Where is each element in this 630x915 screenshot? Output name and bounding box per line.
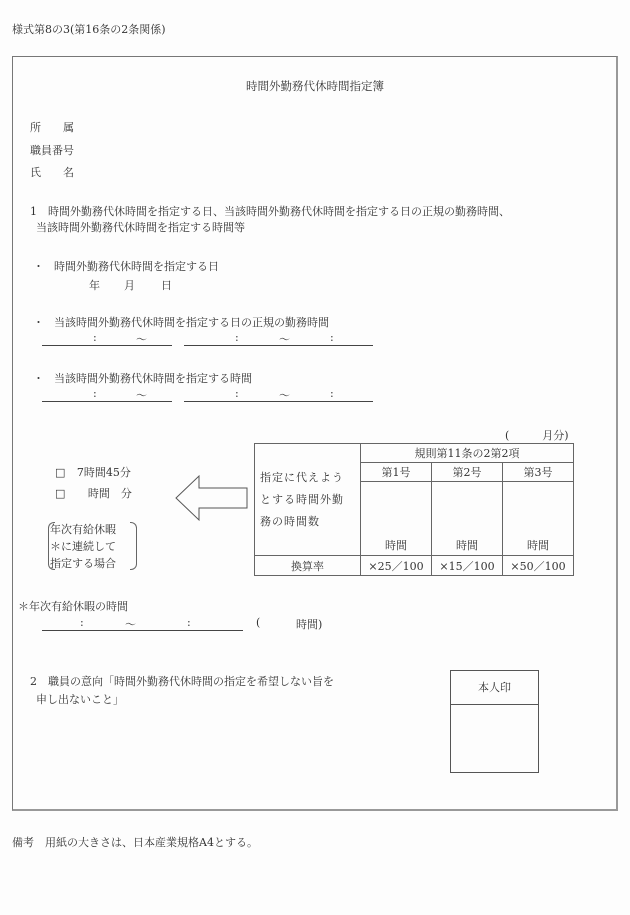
designated-hours-label: 当該時間外勤務代休時間を指定する時間 bbox=[54, 372, 252, 385]
right-bracket bbox=[130, 522, 137, 570]
remarks: 備考 用紙の大きさは、日本産業規格A4とする。 bbox=[12, 836, 258, 849]
tilde: ～ bbox=[136, 333, 147, 346]
section1-heading: 1 時間外勤務代休時間を指定する日、当該時間外勤務代休時間を指定する日の正規の勤務時間、 bbox=[30, 205, 510, 218]
checkbox-label: 時間 分 bbox=[76, 487, 132, 500]
section2-text: 2 職員の意向「時間外勤務代休時間の指定を希望しない旨を bbox=[30, 675, 334, 688]
hours-note-unit: 時間) bbox=[296, 618, 323, 631]
tilde: ～ bbox=[279, 389, 290, 402]
section1-heading-cont: 当該時間外勤務代休時間を指定する時間等 bbox=[36, 221, 245, 234]
colon: : bbox=[93, 387, 97, 400]
designated-hours-field-1[interactable] bbox=[42, 401, 172, 402]
tilde: ～ bbox=[125, 618, 136, 631]
bullet: ・ bbox=[33, 372, 44, 385]
year-label: 年 bbox=[89, 279, 100, 292]
month-label: 月 bbox=[124, 279, 135, 292]
page-title: 時間外勤務代休時間指定簿 bbox=[246, 79, 384, 93]
affiliation-label: 所 属 bbox=[30, 121, 74, 134]
regular-hours-field-1[interactable] bbox=[42, 345, 172, 346]
checkbox-icon[interactable]: □ bbox=[55, 466, 66, 479]
row-header: 指定に代えよう とする時間外勤 務の時間数 bbox=[255, 444, 361, 556]
day-label: 日 bbox=[161, 279, 172, 292]
checkbox-7h45m[interactable] bbox=[55, 464, 131, 480]
colon: : bbox=[330, 387, 334, 400]
column-header: 第1号 bbox=[361, 463, 432, 482]
left-arrow-icon bbox=[174, 474, 250, 522]
hours-cell[interactable]: 時間 bbox=[432, 482, 503, 556]
conversion-rate-table bbox=[254, 443, 574, 576]
tilde: ～ bbox=[279, 333, 290, 346]
colon: : bbox=[235, 331, 239, 344]
group-header: 規則第11条の2第2項 bbox=[361, 444, 574, 463]
checkbox-custom-hours[interactable] bbox=[55, 485, 132, 501]
annual-leave-time-label: ＊年次有給休暇の時間 bbox=[18, 600, 128, 613]
colon: : bbox=[80, 616, 84, 629]
form-label: 様式第8の3(第16条の2条関係) bbox=[12, 23, 166, 36]
rate-label: 換算率 bbox=[255, 556, 361, 576]
annual-leave-note bbox=[50, 521, 116, 572]
rate-value: ×25／100 bbox=[361, 556, 432, 576]
column-header: 第3号 bbox=[503, 463, 574, 482]
colon: : bbox=[330, 331, 334, 344]
colon: : bbox=[187, 616, 191, 629]
employee-number-label: 職員番号 bbox=[30, 144, 74, 157]
seal-label: 本人印 bbox=[451, 671, 538, 705]
designated-hours-field-2[interactable] bbox=[184, 401, 373, 402]
annual-leave-note-line: 年次有給休暇 bbox=[50, 523, 116, 536]
checkbox-icon[interactable]: □ bbox=[55, 487, 66, 500]
rate-value: ×15／100 bbox=[432, 556, 503, 576]
checkbox-label: 7時間45分 bbox=[76, 466, 131, 479]
hours-cell[interactable]: 時間 bbox=[361, 482, 432, 556]
designated-day-label: 時間外勤務代休時間を指定する日 bbox=[54, 260, 219, 273]
hours-cell[interactable]: 時間 bbox=[503, 482, 574, 556]
regular-hours-label: 当該時間外勤務代休時間を指定する日の正規の勤務時間 bbox=[54, 316, 329, 329]
column-header: 第2号 bbox=[432, 463, 503, 482]
section2-text-cont: 申し出ないこと」 bbox=[36, 693, 124, 706]
month-note: ( 月分) bbox=[505, 429, 569, 442]
annual-leave-note-line: ＊に連続して bbox=[50, 540, 116, 553]
colon: : bbox=[93, 331, 97, 344]
colon: : bbox=[235, 387, 239, 400]
bullet: ・ bbox=[33, 260, 44, 273]
rate-value: ×50／100 bbox=[503, 556, 574, 576]
tilde: ～ bbox=[136, 389, 147, 402]
bullet: ・ bbox=[33, 316, 44, 329]
annual-leave-note-line: 指定する場合 bbox=[50, 557, 116, 570]
regular-hours-field-2[interactable] bbox=[184, 345, 373, 346]
name-label: 氏 名 bbox=[30, 166, 74, 179]
seal-box[interactable] bbox=[450, 670, 539, 773]
hours-note-open: ( bbox=[256, 616, 261, 629]
annual-leave-time-field[interactable] bbox=[42, 630, 243, 631]
